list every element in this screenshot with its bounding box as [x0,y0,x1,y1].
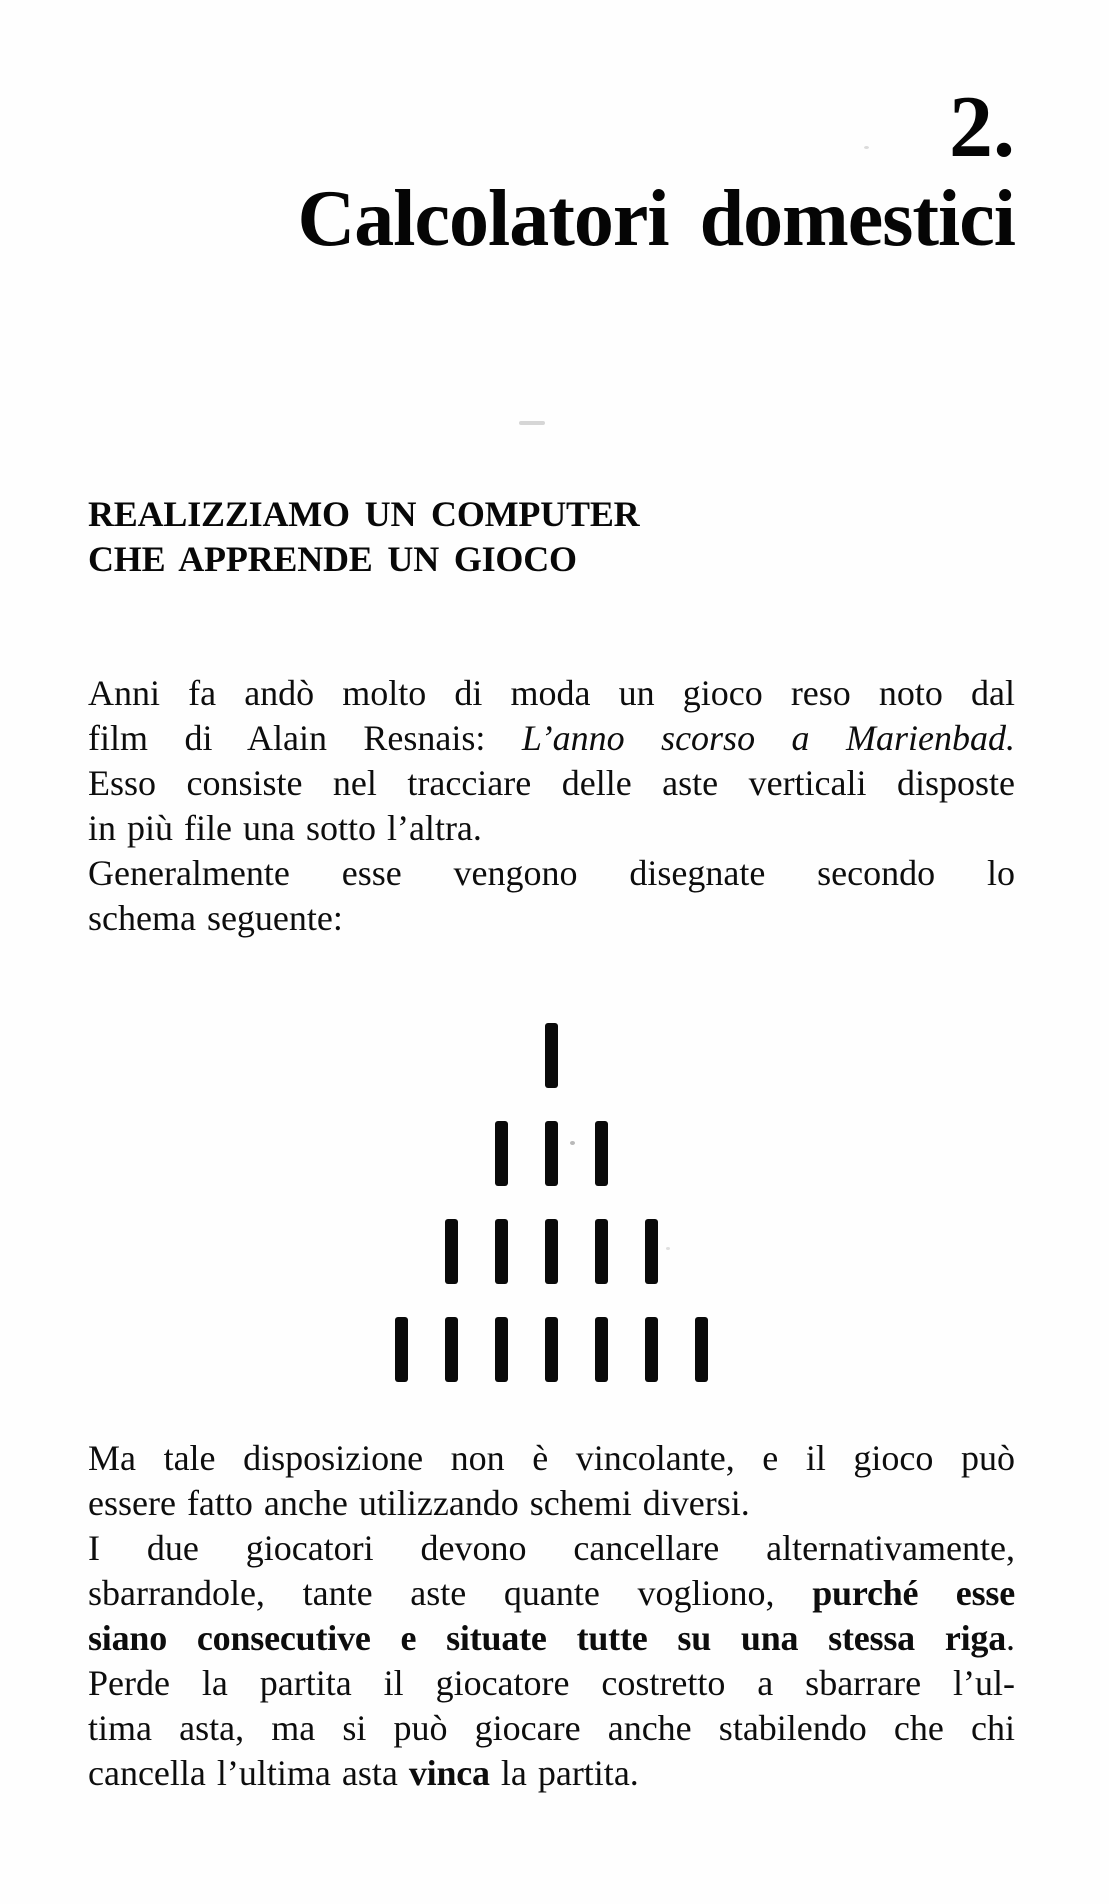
text-line [88,1571,1015,1616]
paragraph [88,851,1015,941]
game-stick [495,1317,508,1382]
game-stick [595,1121,608,1186]
text-segment: Generalmente esse vengono disegnate secondo lo [88,853,1015,893]
text-line [88,761,1015,806]
text-segment: vinca [408,1753,490,1793]
paragraph [88,671,1015,851]
scan-artifact [519,421,545,425]
text-segment: purché esse [812,1573,1015,1613]
stick-row [445,1219,658,1284]
text-line [88,851,1015,896]
text-segment: siano consecutive e situate tutte su una stessa riga [88,1618,1006,1658]
game-stick [545,1121,558,1186]
text-segment: L’anno scorso a Marienbad. [521,718,1015,758]
body-text-upper [88,671,1015,941]
game-stick [495,1219,508,1284]
game-stick [545,1219,558,1284]
stick-row [495,1121,608,1186]
text-line [88,1616,1015,1661]
text-segment: la partita. [489,1753,639,1793]
text-line [88,671,1015,716]
paragraph [88,1436,1015,1796]
text-segment: sbarrandole, tante aste quante vogliono, [88,1573,813,1613]
text-line [88,1436,1015,1481]
text-segment: Perde la partita il giocatore costretto a sbarrare l’ul- [88,1663,1015,1703]
text-segment: Esso consiste nel tracciare delle aste verticali disposte [88,763,1015,803]
game-stick [695,1317,708,1382]
game-stick [595,1317,608,1382]
text-segment: . [1006,1618,1015,1658]
game-stick [495,1121,508,1186]
text-segment: in più file una sotto l’altra. [88,808,482,848]
game-stick [545,1023,558,1088]
text-line [88,806,1015,851]
game-stick [545,1317,558,1382]
text-segment: tima asta, ma si può giocare anche stabilendo che chi [88,1708,1015,1748]
body-text-lower [88,1436,1015,1796]
scan-artifact [864,146,869,149]
text-segment: essere fatto anche utilizzando schemi diversi. [88,1483,750,1523]
stick-row [545,1023,558,1088]
text-segment: film di Alain Resnais: [88,718,522,758]
section-heading-line: REALIZZIAMO UN COMPUTER [88,494,640,534]
game-stick [645,1317,658,1382]
marienbad-sticks-figure [88,1023,1015,1382]
text-line [88,896,1015,941]
stick-row [395,1317,708,1382]
game-stick [445,1317,458,1382]
text-segment: I due giocatori devono cancellare alternativamente, [88,1528,1015,1568]
text-line [88,1526,1015,1571]
game-stick [395,1317,408,1382]
game-stick [595,1219,608,1284]
text-line [88,716,1015,761]
text-line [88,1481,1015,1526]
text-line [88,1706,1015,1751]
text-line [88,1661,1015,1706]
chapter-number: 2. [949,79,1015,176]
text-segment: Anni fa andò molto di moda un gioco reso noto dal [88,673,1015,713]
game-stick [645,1219,658,1284]
section-heading-line: CHE APPRENDE UN GIOCO [88,539,577,579]
game-stick [445,1219,458,1284]
text-segment: schema seguente: [88,898,343,938]
chapter-title: Calcolatori domestici [297,175,1015,263]
text-segment: Ma tale disposizione non è vincolante, e il gioco può [88,1438,1015,1478]
text-line [88,1751,1015,1796]
text-segment: cancella l’ultima asta [88,1753,409,1793]
section-heading [88,492,1015,582]
